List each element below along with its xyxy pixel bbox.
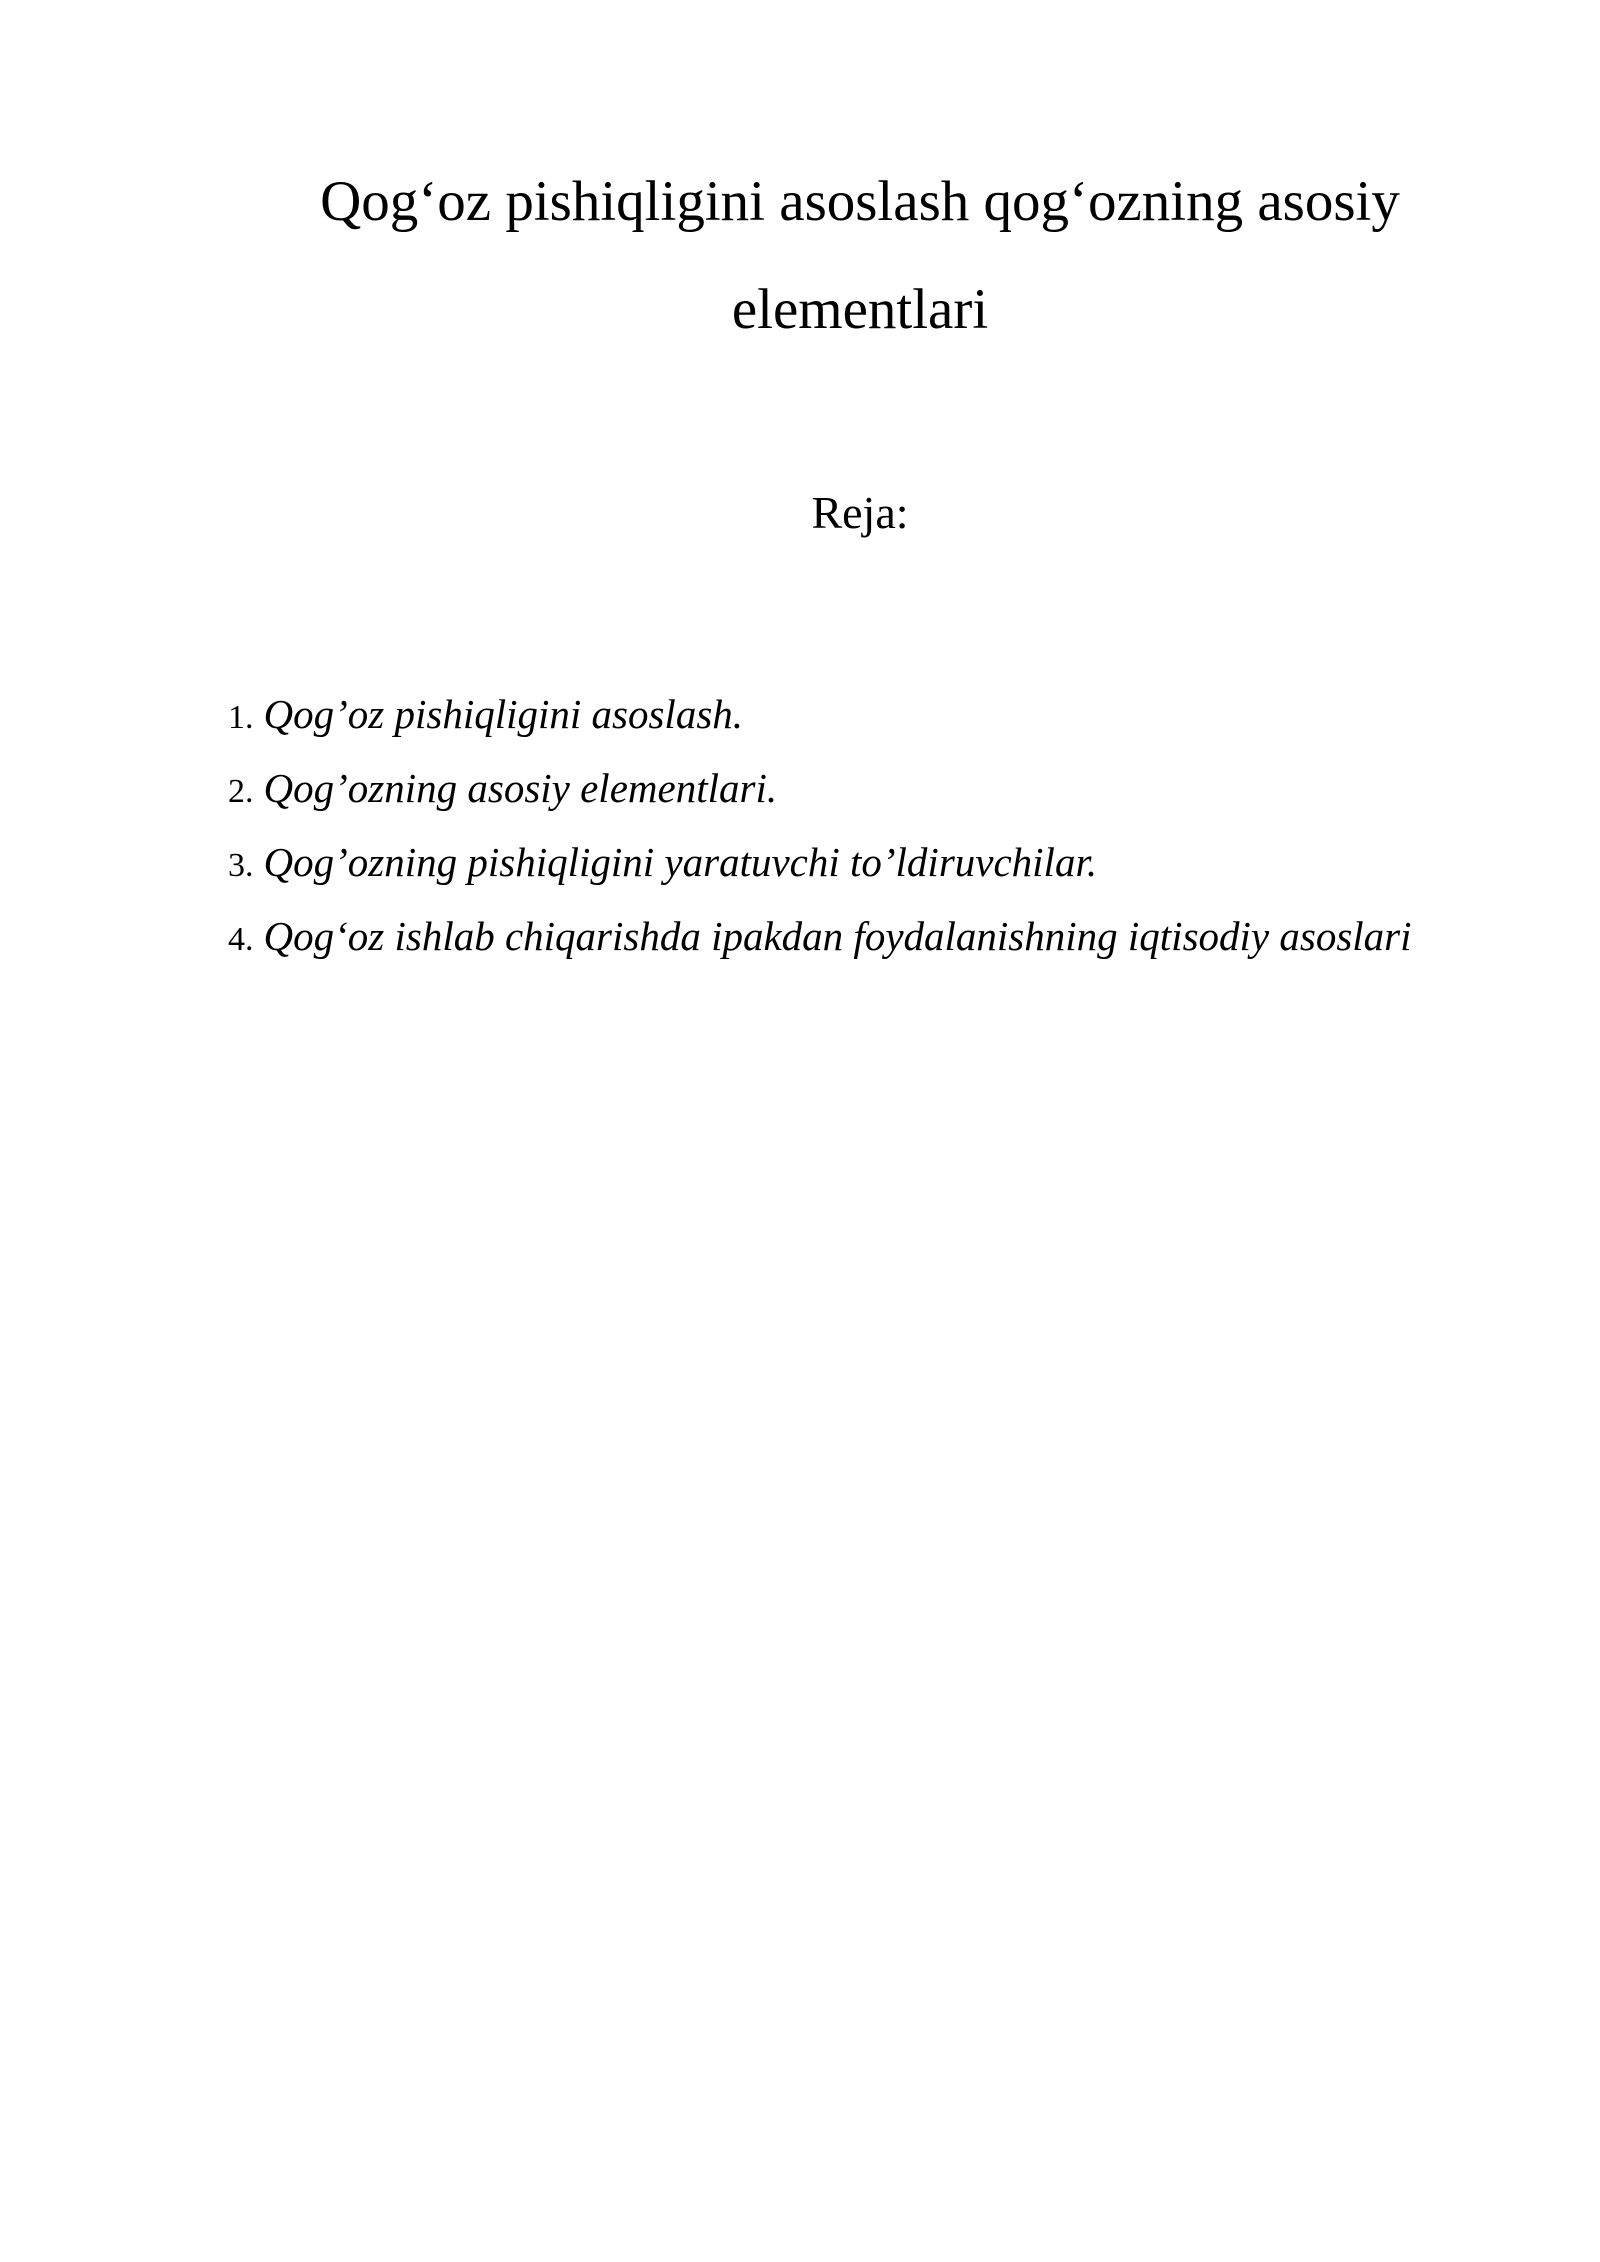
plan-item-text: Qog‘oz ishlab chiqarishda ipakdan foydalanishning iqtisodiy asoslari <box>263 913 1412 959</box>
plan-heading: Reja: <box>811 487 909 538</box>
plan-item <box>228 912 1528 986</box>
document-title: Qog‘oz pishiqligini asoslash qog‘ozning asosiy elementlari <box>320 170 1400 341</box>
plan-item-number: 4. <box>228 921 254 958</box>
plan-item-text: Qog’ozning asosiy elementlari. <box>263 765 778 811</box>
plan-list <box>228 690 1528 986</box>
plan-item <box>228 690 1528 764</box>
plan-item <box>228 764 1528 838</box>
plan-item-text: Qog’ozning pishiqligini yaratuvchi to’ldiruvchilar. <box>263 839 1098 885</box>
plan-item-number: 3. <box>228 847 254 884</box>
plan-item-text: Qog’oz pishiqligini asoslash. <box>263 691 744 737</box>
plan-item-number: 1. <box>228 699 254 736</box>
plan-item <box>228 838 1528 912</box>
plan-item-number: 2. <box>228 773 254 810</box>
